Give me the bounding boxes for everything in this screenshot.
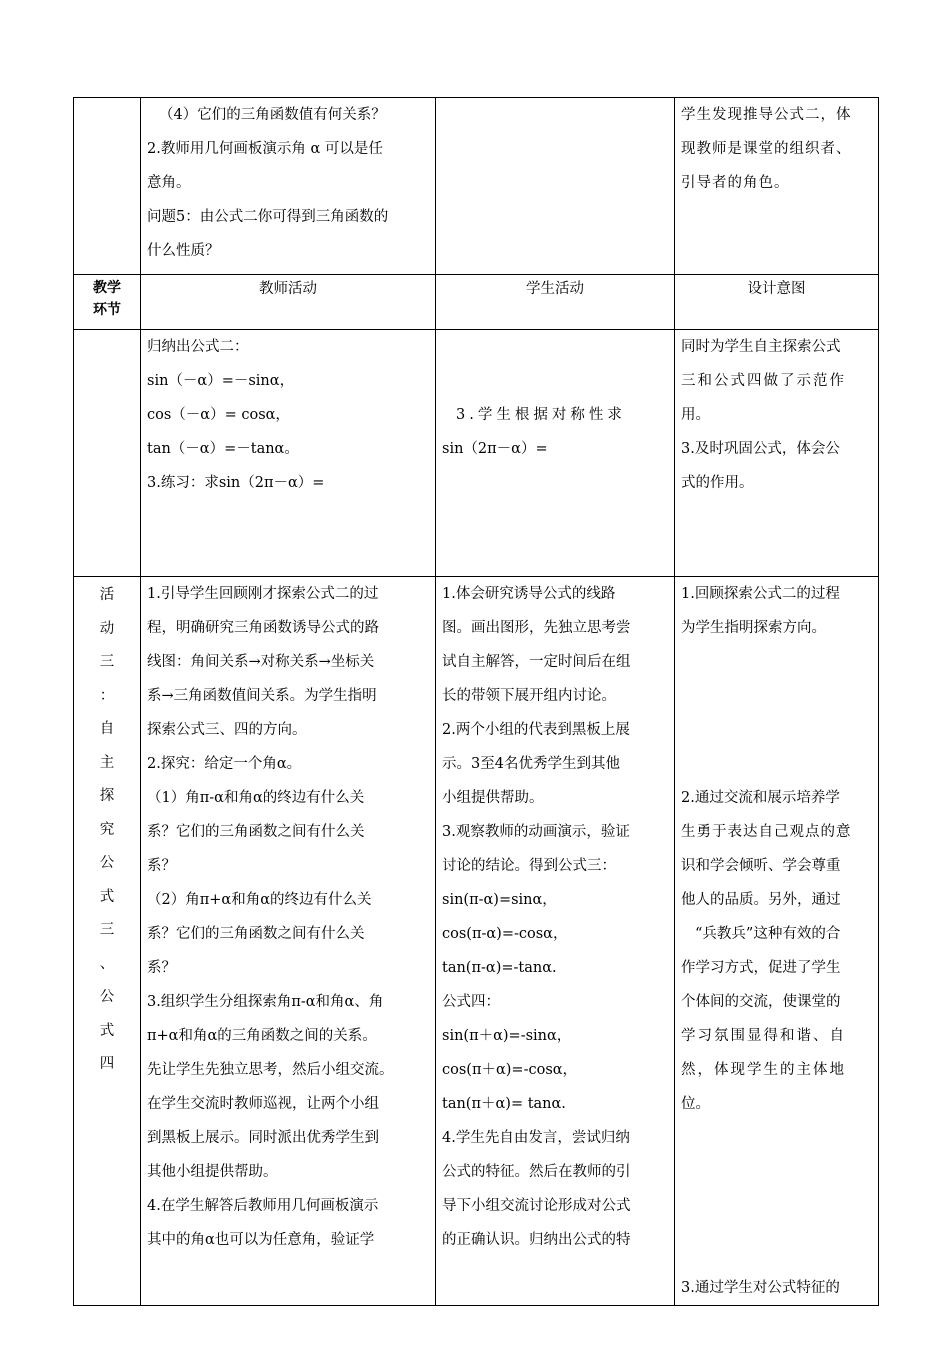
design-intent-cell [675,98,879,275]
text-line: 2.教师用几何画板演示角 α 可以是任 [147,141,383,157]
text-line: sin（－α）=－sinα， [147,373,295,389]
text-line: 小组提供帮助。 [442,790,544,806]
text-line: 2.两个小组的代表到黑板上展 [442,722,630,738]
header-teacher: 教师活动 [141,275,436,330]
header-stage [74,275,141,330]
text-line: 系→三角函数值间关系。为学生指明 [147,688,377,704]
text-line: cos（－α）= cosα， [147,407,290,423]
text-line: 归纳出公式二： [147,339,249,355]
header-design: 设计意图 [675,275,879,330]
text-line: tan（－α）=－tanα。 [147,441,299,457]
text-line: 程，明确研究三角函数诱导公式的路 [147,620,379,636]
header-stage-line: 教学 [93,280,121,296]
header-stage-line: 环节 [93,302,121,318]
stage-cell [74,98,141,275]
formula-line: tan(π＋α)= tanα. [442,1096,566,1112]
text-line: 学习氛围显得和谐、自 [681,1028,846,1044]
text-line: 讨论的结论。得到公式三： [442,858,616,874]
text-line: 然，体现学生的主体地 [681,1062,846,1078]
text-line: 的正确认识。归纳出公式的特 [442,1232,631,1248]
text-line: 意角。 [147,175,191,191]
stage-char: 探 [99,788,115,804]
table-row [74,577,879,1306]
text-line: 生勇于表达自己观点的意 [681,824,852,840]
text-line: （1）角π-α和角α的终边有什么关 [147,790,365,806]
table-row [74,330,879,577]
text-line: 系？它们的三角函数之间有什么关 [147,824,365,840]
text-line: 1.回顾探索公式二的过程 [681,586,840,602]
text-line: 4.在学生解答后教师用几何画板演示 [147,1198,379,1214]
text-line: 现教师是课堂的组织者、 [681,141,852,157]
text-line: （4）它们的三角函数值有何关系？ [159,107,386,123]
stage-char: 三 [99,654,115,670]
text-line: 3.通过学生对公式特征的 [681,1280,840,1296]
text-line: 公式四： [442,994,500,1010]
stage-char: ： [99,687,115,704]
formula-line: cos(π-α)=-cosα， [442,926,568,942]
text-line: 公式的特征。然后在教师的引 [442,1164,631,1180]
text-line: 其中的角α也可以为任意角，验证学 [147,1232,375,1248]
text-line: 到黑板上展示。同时派出优秀学生到 [147,1130,379,1146]
text-line: 3.学生根据对称性求 [456,407,626,423]
stage-char: 公 [99,855,115,871]
text-line: 3.及时巩固公式，体会公 [681,441,840,457]
stage-char: 自 [99,721,115,737]
text-line: sin（2π－α）= [442,441,548,457]
table-header-row [74,275,879,330]
text-line: 他人的品质。另外，通过 [681,892,841,908]
header-student: 学生活动 [436,275,675,330]
student-activity-cell [436,330,675,577]
text-line: 1.引导学生回顾刚才探索公式二的过 [147,586,379,602]
formula-line: tan(π-α)=-tanα. [442,960,557,976]
text-line: 1.体会研究诱导公式的线路 [442,586,616,602]
text-line: 作学习方式，促进了学生 [681,960,841,976]
text-line: 先让学生先独立思考，然后小组交流。 [147,1062,394,1078]
stage-cell [74,330,141,577]
text-line: 系？它们的三角函数之间有什么关 [147,926,365,942]
stage-char: 四 [99,1056,115,1072]
text-line: （2）角π+α和角α的终边有什么关 [147,892,372,908]
stage-char: 式 [99,888,115,905]
stage-char: 公 [99,989,115,1005]
stage-char: 活 [99,587,115,603]
text-line: 引导者的角色。 [681,175,790,191]
text-line: 长的带领下展开组内讨论。 [442,688,616,704]
text-line: 3.组织学生分组探索角π-α和角α、角 [147,994,384,1010]
text-line: 学生发现推导公式二，体 [681,107,852,123]
text-line: 探索公式三、四的方向。 [147,722,307,738]
text-line: 4.学生先自由发言，尝试归纳 [442,1130,630,1146]
design-intent-cell [675,577,879,1306]
text-line: 问题5：由公式二你可得到三角函数的 [147,209,389,225]
text-line: 2.通过交流和展示培养学 [681,790,840,806]
text-line: 3.观察教师的动画演示，验证 [442,824,630,840]
stage-char: 动 [99,620,115,637]
text-line: 三和公式四做了示范作 [681,373,846,389]
text-line: 用。 [681,407,710,423]
lesson-plan-table [73,97,879,1306]
text-line: “兵教兵”这种有效的合 [695,926,841,942]
text-line: 系？ [147,960,176,976]
stage-char: 式 [99,1022,115,1039]
text-line: 同时为学生自主探索公式 [681,339,841,355]
teacher-activity-cell [141,98,436,275]
text-line: 其他小组提供帮助。 [147,1164,278,1180]
text-line: 识和学会倾听、学会尊重 [681,858,841,874]
design-intent-cell [675,330,879,577]
text-line: 系？ [147,858,176,874]
text-line: 线图：角间关系→对称关系→坐标关 [147,654,375,670]
student-activity-cell [436,577,675,1306]
text-line: π+α和角α的三角函数之间的关系。 [147,1028,377,1044]
student-activity-cell [436,98,675,275]
text-line: 3.练习：求sin（2π－α）= [147,475,325,491]
text-line: 式的作用。 [681,475,754,491]
text-line: 为学生指明探索方向。 [681,620,826,636]
teacher-activity-cell [141,330,436,577]
text-line: 位。 [681,1096,710,1112]
text-line: 2.探究：给定一个角α。 [147,756,302,772]
text-line: 个体间的交流，使课堂的 [681,994,841,1010]
text-line: 图。画出图形，先独立思考尝 [442,620,631,636]
teacher-activity-cell [141,577,436,1306]
formula-line: cos(π＋α)=-cosα， [442,1062,578,1078]
text-line: 在学生交流时教师巡视，让两个小组 [147,1096,379,1112]
stage-char: 三 [99,922,115,938]
text-line: 试自主解答，一定时间后在组 [442,654,631,670]
text-line: 导下小组交流讨论形成对公式 [442,1198,631,1214]
stage-cell-activity-three [74,577,141,1306]
text-line: 什么性质？ [147,243,220,259]
table-row [74,98,879,275]
stage-char: 、 [99,955,115,972]
formula-line: sin(π＋α)=-sinα， [442,1028,572,1044]
formula-line: sin(π-α)=sinα， [442,892,557,908]
stage-char: 究 [99,821,115,838]
text-line: 示。3至4名优秀学生到其他 [442,756,620,772]
stage-char: 主 [99,754,115,771]
